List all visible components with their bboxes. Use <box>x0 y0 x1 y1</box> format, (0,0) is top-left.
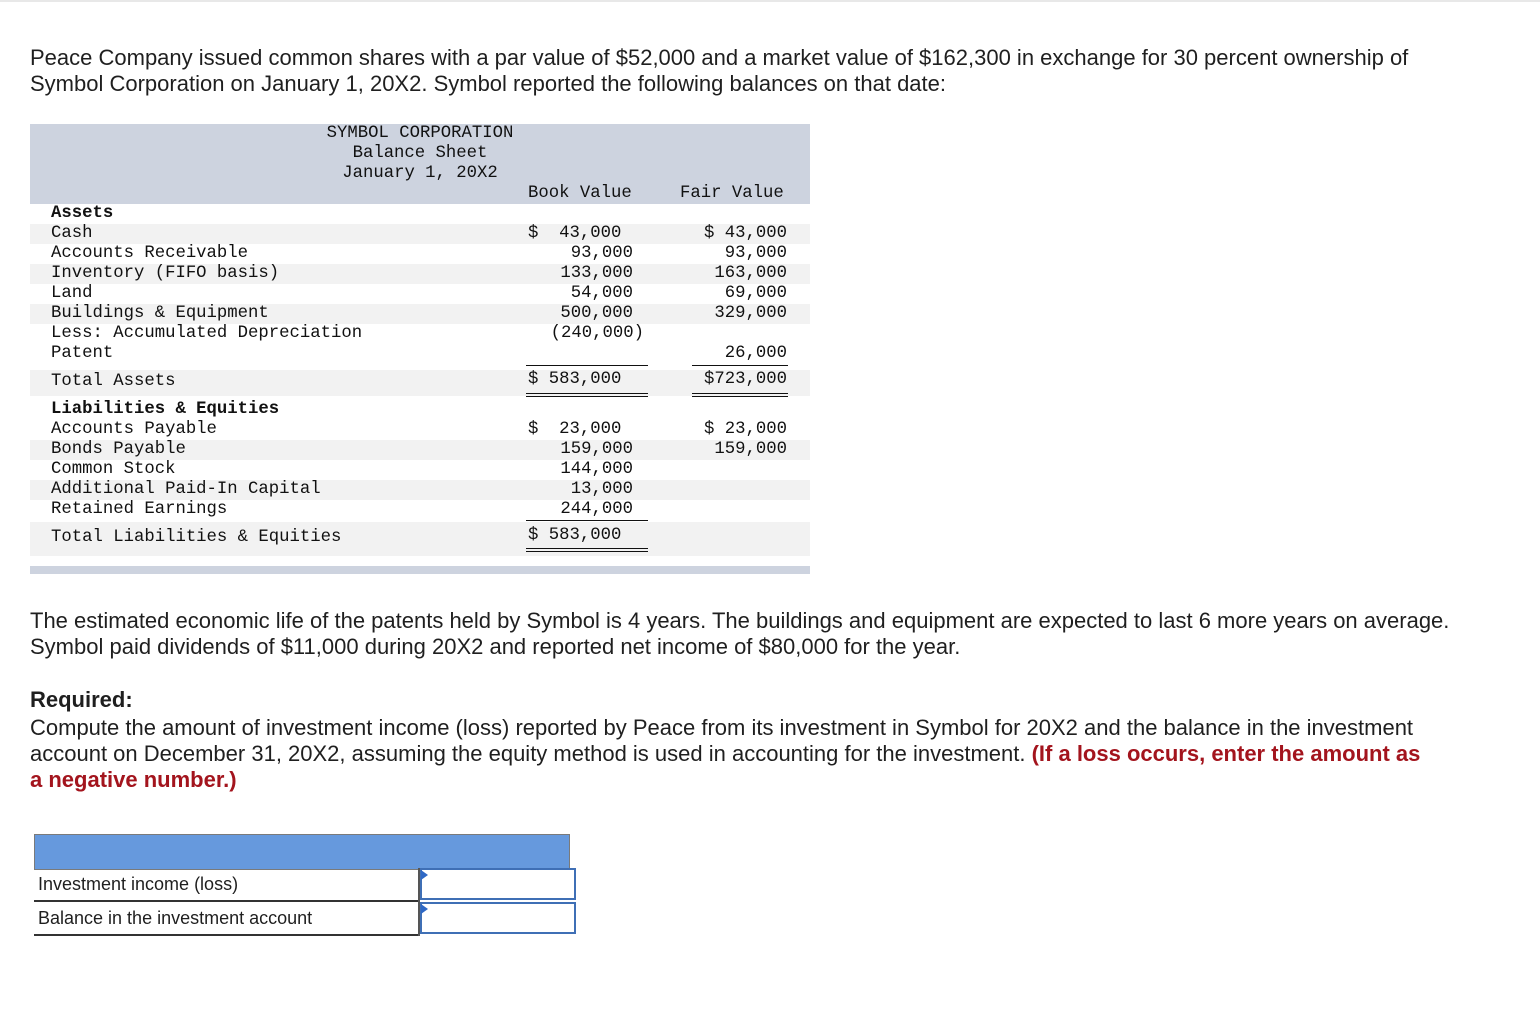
total-liabilities-book: $ 583,000 <box>528 526 622 545</box>
required-heading: Required: <box>30 687 133 712</box>
investment-balance-label: Balance in the investment account <box>38 908 313 928</box>
total-assets-label: Total Assets <box>51 372 176 391</box>
asset-book-value: 93,000 <box>570 244 633 263</box>
asset-fair-value: 163,000 <box>714 264 787 283</box>
asset-fair-value: 329,000 <box>714 304 787 323</box>
input-flag-icon <box>421 904 428 914</box>
asset-label: Patent <box>51 344 114 363</box>
total-double-rule <box>692 393 788 397</box>
equity-label: Additional Paid-In Capital <box>51 480 321 499</box>
investment-balance-input[interactable] <box>420 902 576 934</box>
total-liabilities-label: Total Liabilities & Equities <box>51 528 342 547</box>
required-paragraph <box>30 715 1430 793</box>
subtotal-rule <box>526 365 648 366</box>
liability-label: Accounts Payable <box>51 420 217 439</box>
liability-book-value: $ 23,000 <box>528 420 622 439</box>
asset-fair-value: 26,000 <box>724 344 787 363</box>
asset-book-value: 500,000 <box>560 304 633 323</box>
asset-label: Less: Accumulated Depreciation <box>51 324 363 343</box>
statement-title: Balance Sheet <box>352 144 488 163</box>
company-name: SYMBOL CORPORATION <box>326 124 514 143</box>
asset-book-value: (240,000) <box>550 324 644 343</box>
total-assets-book: $ 583,000 <box>528 370 622 389</box>
asset-fair-value: 69,000 <box>724 284 787 303</box>
liability-label: Bonds Payable <box>51 440 186 459</box>
asset-label: Land <box>51 284 93 303</box>
balance-sheet <box>30 124 810 574</box>
assets-heading: Assets <box>51 204 114 223</box>
liability-fair-value: $ 23,000 <box>704 420 787 439</box>
intro-paragraph: Peace Company issued common shares with a par value of $52,000 and a market value of $162,300 in exchange for 30 percent ownership of Symbol Corporation on January 1, 20X2. Symbol reported the following balances on that date: <box>30 45 1409 96</box>
asset-book-value: $ 43,000 <box>528 224 622 243</box>
asset-label: Accounts Receivable <box>51 244 249 263</box>
required-body: Compute the amount of investment income (loss) reported by Peace from its investment in Symbol for 20X2 and the balance in the investment account on December 31, 20X2, assuming the equity method is used in accounting for the investment. <box>30 715 1414 766</box>
equity-book-value: 13,000 <box>570 480 633 499</box>
column-divider <box>418 868 420 936</box>
row-separator <box>34 934 419 936</box>
liability-fair-value: 159,000 <box>714 440 787 459</box>
equity-label: Common Stock <box>51 460 176 479</box>
top-divider <box>0 0 1540 2</box>
asset-book-value: 54,000 <box>570 284 633 303</box>
patent-life-paragraph: The estimated economic life of the patents held by Symbol is 4 years. The buildings and equipment are expected to last 6 more years on average. Symbol paid dividends of $11,000 during 20X2 and reported net income of $80,000 for the year. <box>30 608 1450 659</box>
statement-date: January 1, 20X2 <box>342 164 498 183</box>
subtotal-rule <box>526 520 648 521</box>
subtotal-rule <box>692 365 788 366</box>
asset-label: Inventory (FIFO basis) <box>51 264 280 283</box>
liability-book-value: 159,000 <box>560 440 633 459</box>
equity-label: Retained Earnings <box>51 500 228 519</box>
asset-label: Cash <box>51 224 93 243</box>
book-value-header: Book Value <box>528 184 632 203</box>
liabilities-heading: Liabilities & Equities <box>51 400 280 419</box>
total-double-rule <box>526 393 648 397</box>
equity-book-value: 144,000 <box>560 460 633 479</box>
answer-table <box>34 834 570 936</box>
investment-income-label: Investment income (loss) <box>38 874 239 894</box>
asset-book-value: 133,000 <box>560 264 633 283</box>
asset-label: Buildings & Equipment <box>51 304 269 323</box>
input-flag-icon <box>421 870 428 880</box>
asset-fair-value: 93,000 <box>724 244 787 263</box>
total-double-rule <box>526 548 648 552</box>
equity-book-value: 244,000 <box>560 500 633 519</box>
fair-value-header: Fair Value <box>680 184 784 203</box>
balance-sheet-footer <box>30 566 810 574</box>
asset-fair-value: $ 43,000 <box>704 224 787 243</box>
required-note: (If a loss occurs, enter the amount as a negative number.) <box>30 741 1421 792</box>
investment-income-input[interactable] <box>420 868 576 900</box>
answer-table-header <box>34 834 570 870</box>
total-assets-fair: $723,000 <box>704 370 787 389</box>
